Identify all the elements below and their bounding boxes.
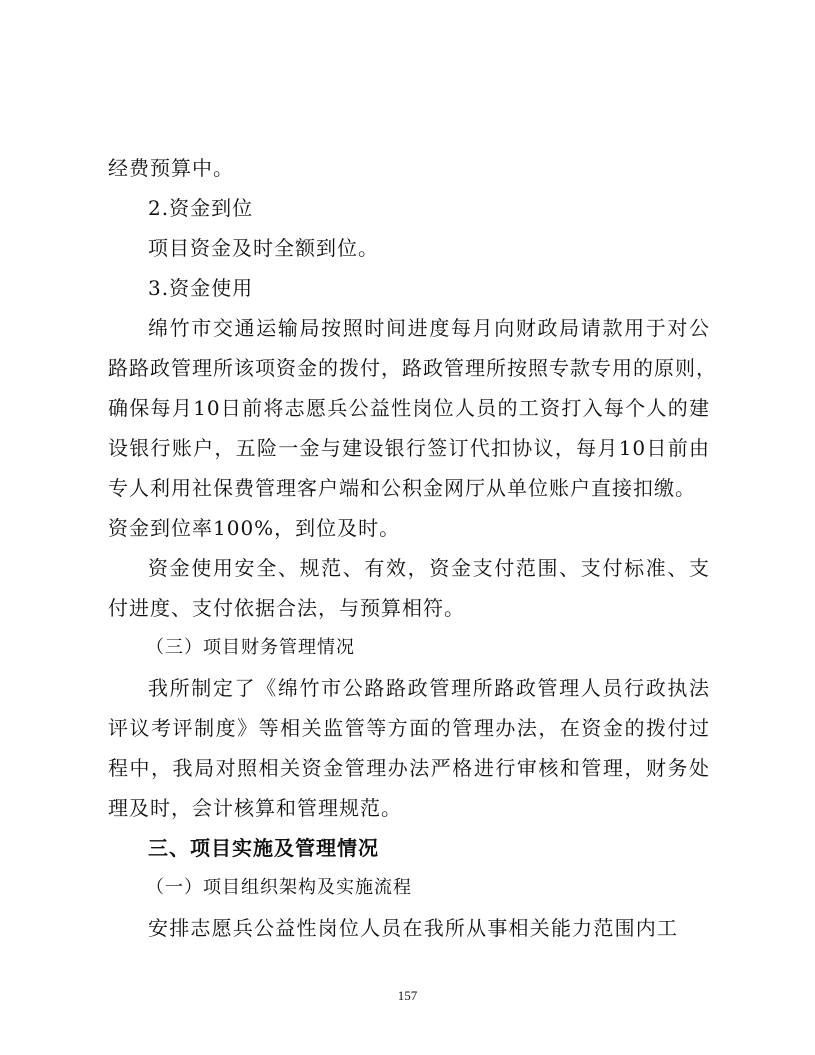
paragraph-line: 付进度、支付依据合法，与预算相符。 <box>108 596 465 620</box>
section-heading-organization: （一）项目组织架构及实施流程 <box>146 877 412 898</box>
paragraph-line: 资金到位率100%，到位及时。 <box>108 516 401 540</box>
paragraph-line: 评议考评制度》等相关监管等方面的管理办法，在资金的拨付过 <box>108 716 710 740</box>
paragraph-line: 绵竹市交通运输局按照时间进度每月向财政局请款用于对公 <box>148 316 710 340</box>
chapter-heading-implementation: 三、项目实施及管理情况 <box>148 836 379 860</box>
paragraph-line: 确保每月10日前将志愿兵公益性岗位人员的工资打入每个人的建 <box>108 396 710 420</box>
paragraph-line: 理及时，会计核算和管理规范。 <box>108 796 402 820</box>
paragraph-line: 安排志愿兵公益性岗位人员在我所从事相关能力范围内工 <box>148 916 678 940</box>
page-number: 157 <box>397 988 418 1003</box>
paragraph-funds-arrival: 项目资金及时全额到位。 <box>148 236 379 260</box>
paragraph-line: 程中，我局对照相关资金管理办法严格进行审核和管理，财务处 <box>108 756 710 780</box>
section-heading-financial-management: （三）项目财务管理情况 <box>146 637 355 658</box>
paragraph-line: 专人利用社保费管理客户端和公积金网厅从单位账户直接扣缴。 <box>108 476 696 500</box>
paragraph-line: 我所制定了《绵竹市公路路政管理所路政管理人员行政执法 <box>148 676 710 700</box>
subheading-funds-arrival: 2.资金到位 <box>148 196 254 220</box>
paragraph-line: 路路政管理所该项资金的拨付，路政管理所按照专款专用的原则， <box>108 356 717 380</box>
paragraph-line: 设银行账户，五险一金与建设银行签订代扣协议，每月10日前由 <box>108 436 710 460</box>
paragraph-line: 资金使用安全、规范、有效，资金支付范围、支付标准、支 <box>148 556 710 580</box>
subheading-funds-usage: 3.资金使用 <box>148 276 254 300</box>
text-line-continuation: 经费预算中。 <box>108 156 234 180</box>
